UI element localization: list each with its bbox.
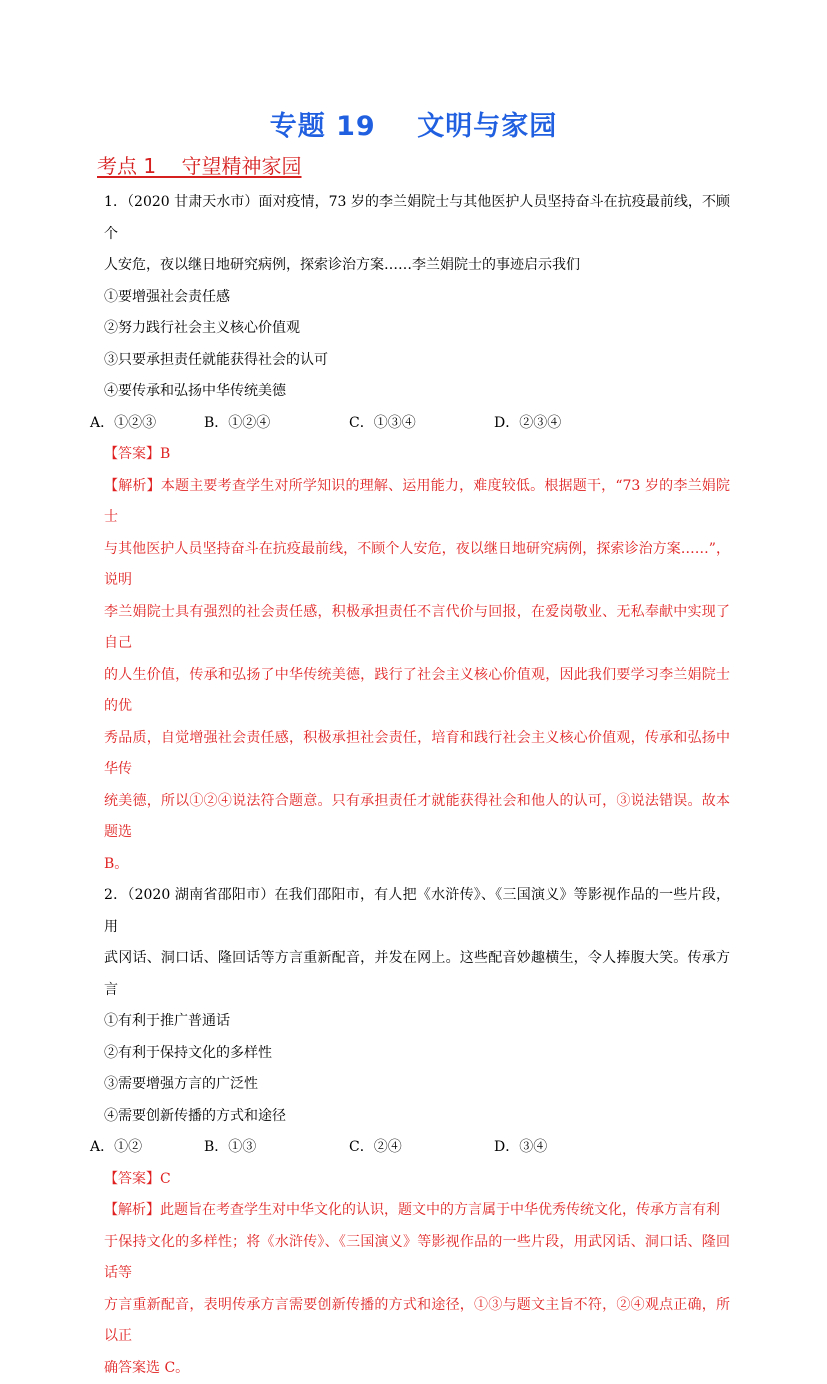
question-1-item-2: ②努力践行社会主义核心价值观 <box>104 313 730 345</box>
question-2-item-2: ②有利于保持文化的多样性 <box>104 1038 730 1070</box>
question-2-options <box>90 1132 730 1164</box>
option-c: C．①③④ <box>349 408 494 440</box>
question-2-stem-line-2: 武冈话、洞口话、隆回话等方言重新配音，并发在网上。这些配音妙趣横生，令人捧腹大笑。传承方言 <box>104 943 730 1006</box>
question-2-item-3: ③需要增强方言的广泛性 <box>104 1069 730 1101</box>
question-2 <box>104 880 730 1384</box>
question-2-analysis-line-3: 方言重新配音，表明传承方言需要创新传播的方式和途径，①③与题文主旨不符，②④观点正确，所以正 <box>104 1290 730 1353</box>
question-2-item-1: ①有利于推广普通话 <box>104 1006 730 1038</box>
question-2-item-4: ④需要创新传播的方式和途径 <box>104 1101 730 1133</box>
question-2-analysis-line-4: 确答案选 C。 <box>104 1353 730 1384</box>
question-1-item-1: ①要增强社会责任感 <box>104 282 730 314</box>
option-d: D．③④ <box>494 1132 547 1164</box>
question-1-analysis-line-4: 的人生价值，传承和弘扬了中华传统美德，践行了社会主义核心价值观，因此我们要学习李兰娟院士的优 <box>104 660 730 723</box>
option-d: D．②③④ <box>494 408 561 440</box>
option-a: A．①②③ <box>90 408 204 440</box>
question-1-stem-line-1: 1．（2020 甘肃天水市）面对疫情，73 岁的李兰娟院士与其他医护人员坚持奋斗在抗疫最前线，不顾个 <box>104 187 730 250</box>
section-title: 考点 1 守望精神家园 <box>97 150 302 179</box>
question-1-analysis-line-3: 李兰娟院士具有强烈的社会责任感，积极承担责任不言代价与回报，在爱岗敬业、无私奉献中实现了自己 <box>104 597 730 660</box>
question-1-answer: 【答案】B <box>104 439 730 471</box>
question-1-analysis-line-2: 与其他医护人员坚持奋斗在抗疫最前线，不顾个人安危，夜以继日地研究病例，探索诊治方案……”，说明 <box>104 534 730 597</box>
option-a: A．①② <box>90 1132 204 1164</box>
question-2-answer: 【答案】C <box>104 1164 730 1196</box>
document-body <box>104 187 730 1384</box>
question-2-analysis-line-1: 【解析】此题旨在考查学生对中华文化的认识，题文中的方言属于中华优秀传统文化，传承方言有利 <box>104 1195 730 1227</box>
question-2-analysis-line-2: 于保持文化的多样性；将《水浒传》、《三国演义》等影视作品的一些片段，用武冈话、洞口话、隆回话等 <box>104 1227 730 1290</box>
page-title: 专题 19 文明与家园 <box>0 104 827 143</box>
question-1-analysis-line-7: B。 <box>104 849 730 881</box>
option-b: B．①③ <box>204 1132 349 1164</box>
question-1-options <box>90 408 730 440</box>
question-1-stem-line-2: 人安危，夜以继日地研究病例，探索诊治方案……李兰娟院士的事迹启示我们 <box>104 250 730 282</box>
option-c: C．②④ <box>349 1132 494 1164</box>
question-1-analysis-line-6: 统美德，所以①②④说法符合题意。只有承担责任才就能获得社会和他人的认可，③说法错误。故本题选 <box>104 786 730 849</box>
question-2-stem-line-1: 2．（2020 湖南省邵阳市）在我们邵阳市，有人把《水浒传》、《三国演义》等影视作品的一些片段，用 <box>104 880 730 943</box>
question-1-item-4: ④要传承和弘扬中华传统美德 <box>104 376 730 408</box>
question-1 <box>104 187 730 880</box>
question-1-analysis-line-1: 【解析】本题主要考查学生对所学知识的理解、运用能力，难度较低。根据题干，“73 岁的李兰娟院士 <box>104 471 730 534</box>
question-1-analysis-line-5: 秀品质，自觉增强社会责任感，积极承担社会责任，培育和践行社会主义核心价值观，传承和弘扬中华传 <box>104 723 730 786</box>
question-1-item-3: ③只要承担责任就能获得社会的认可 <box>104 345 730 377</box>
option-b: B．①②④ <box>204 408 349 440</box>
